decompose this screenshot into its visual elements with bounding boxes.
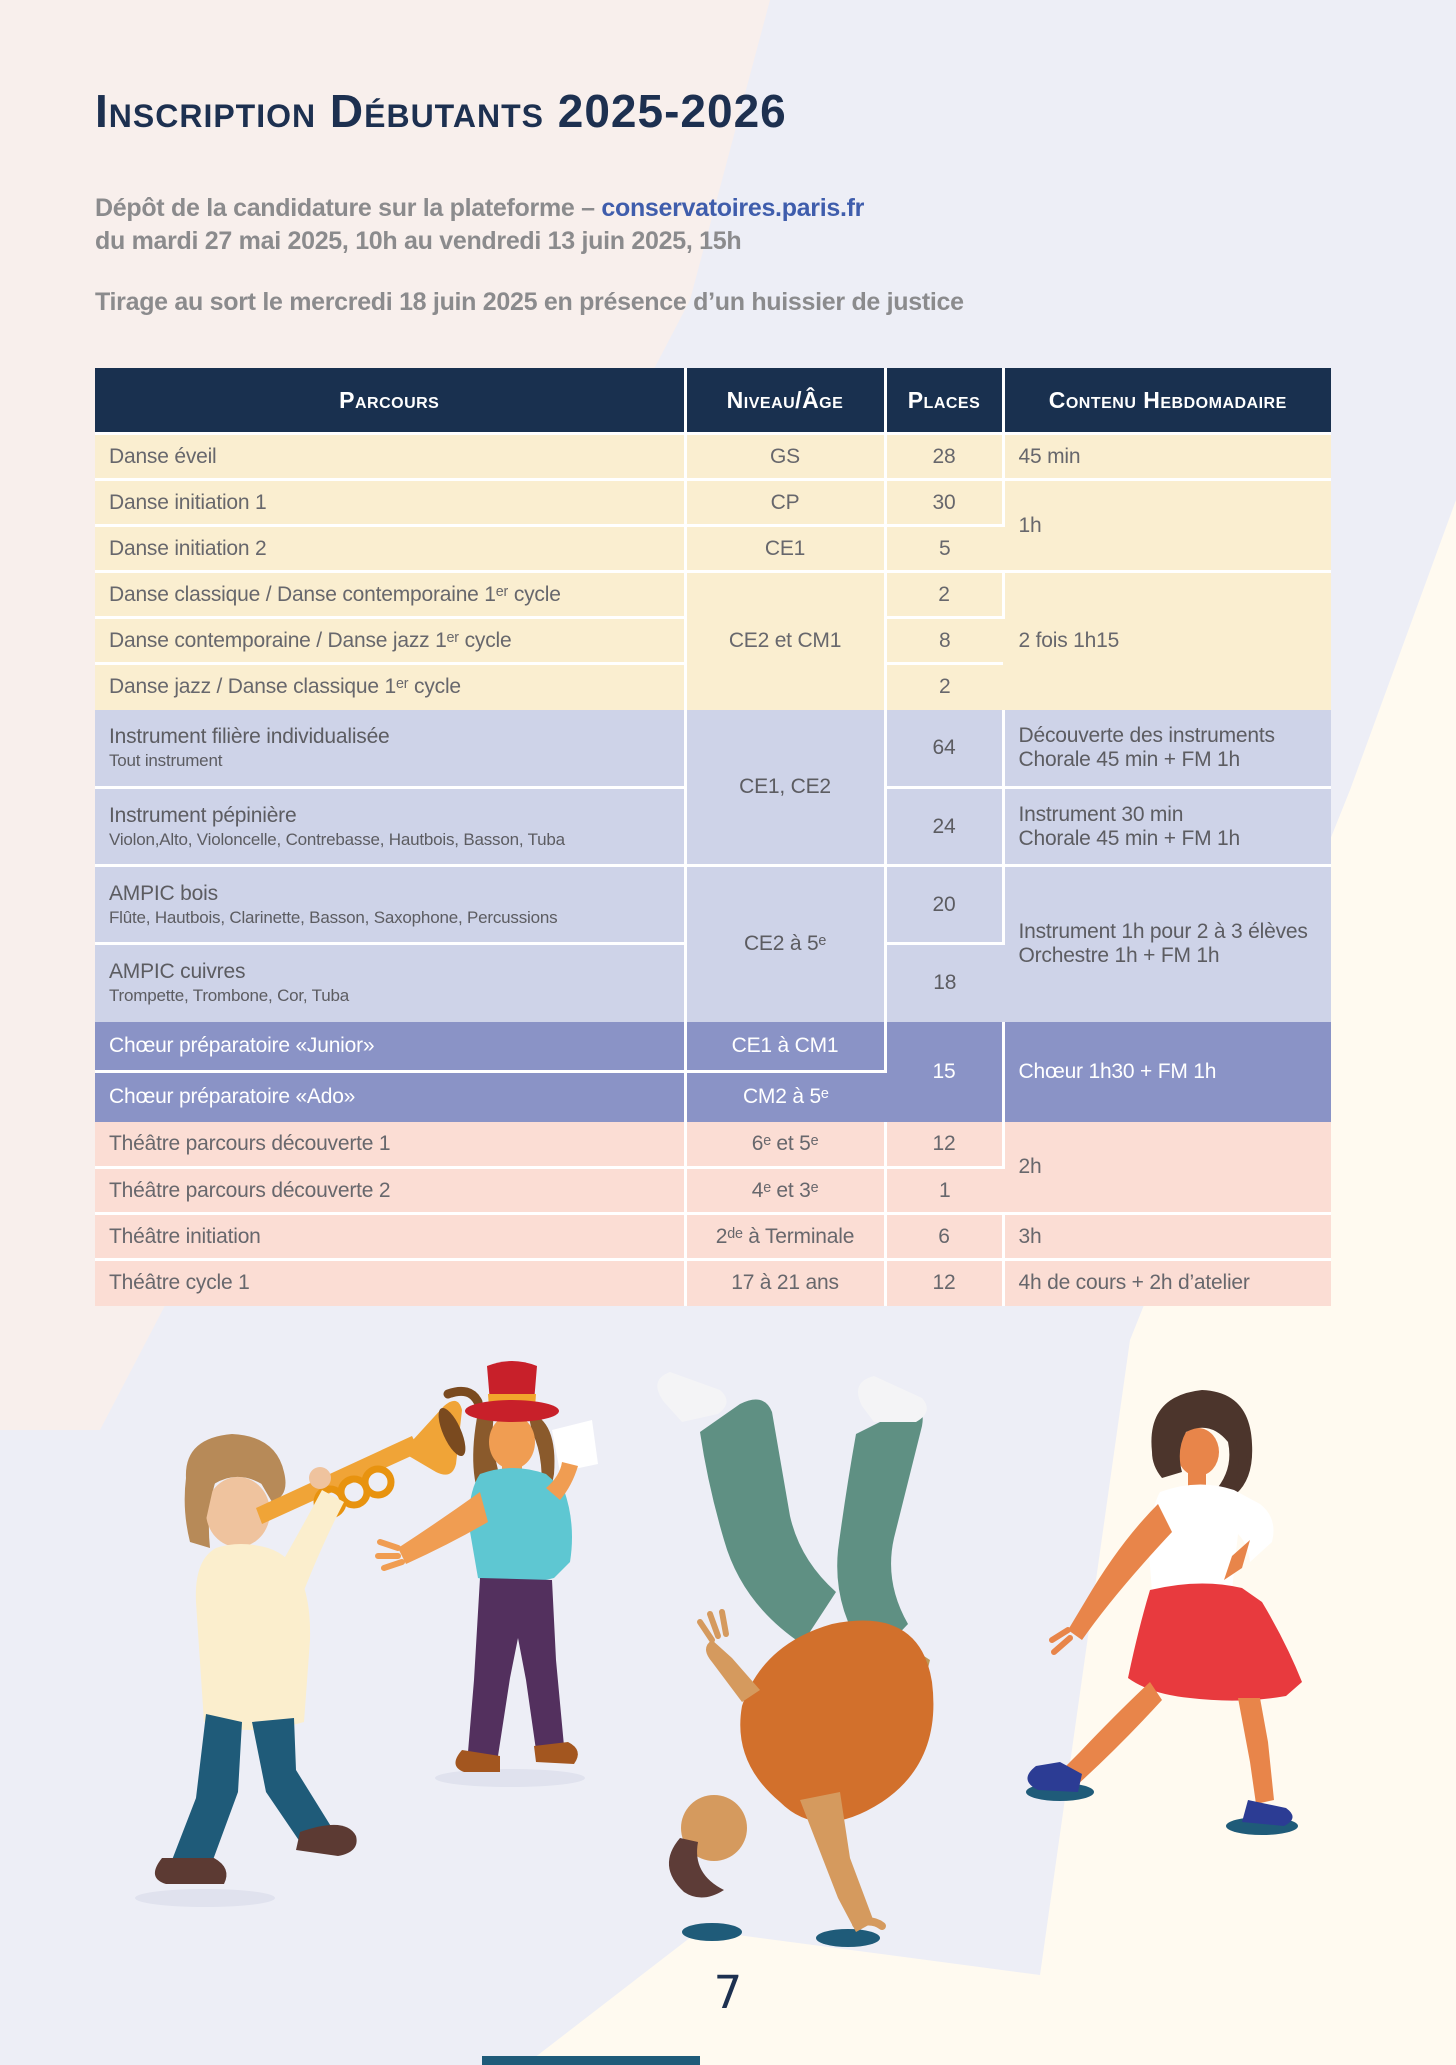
platform-link[interactable]: conservatoires.paris.fr — [601, 194, 865, 222]
table-cell: Instrument filière individualisée Tout instrument — [95, 710, 685, 788]
table-cell: 2h — [1003, 1122, 1331, 1214]
table-cell: 1 — [885, 1168, 1003, 1214]
column-header-places: Places — [885, 368, 1003, 434]
trumpet-player-illustration — [135, 1391, 478, 1907]
table-cell: 3h — [1003, 1214, 1331, 1260]
table-cell: 12 — [885, 1122, 1003, 1168]
table-cell: CP — [685, 480, 885, 526]
table-row — [95, 1022, 1331, 1072]
table-row — [95, 1214, 1331, 1260]
table-cell: Danse classique / Danse contemporaine 1ᵉʳ cycle — [95, 572, 685, 618]
table-cell: 20 — [885, 866, 1003, 944]
table-cell: Danse initiation 2 — [95, 526, 685, 572]
table-cell: Théâtre initiation — [95, 1214, 685, 1260]
table-cell: 4h de cours + 2h d’atelier — [1003, 1260, 1331, 1306]
breakdancer-illustration — [657, 1372, 933, 1947]
table-cell: 24 — [885, 788, 1003, 866]
table-cell: GS — [685, 434, 885, 480]
page-title: Inscription Débutants 2025-2026 — [95, 85, 787, 137]
table-cell: Théâtre cycle 1 — [95, 1260, 685, 1306]
table-cell: 2 — [885, 664, 1003, 710]
table-cell: Chœur 1h30 + FM 1h — [1003, 1022, 1331, 1122]
children-arts-illustration — [0, 1340, 1456, 2065]
table-cell: Danse contemporaine / Danse jazz 1ᵉʳ cycle — [95, 618, 685, 664]
table-cell: CE2 à 5ᵉ — [685, 866, 885, 1022]
top-hat-icon — [465, 1361, 559, 1422]
table-cell: 18 — [885, 944, 1003, 1022]
table-cell: Chœur préparatoire «Ado» — [95, 1072, 685, 1122]
table-row — [95, 1122, 1331, 1168]
table-cell: AMPIC cuivres Trompette, Trombone, Cor, Tuba — [95, 944, 685, 1022]
table-cell: CM2 à 5ᵉ — [685, 1072, 885, 1122]
table-cell: 64 — [885, 710, 1003, 788]
table-header-row — [95, 368, 1331, 434]
table-row — [95, 710, 1331, 788]
table-cell: Théâtre parcours découverte 1 — [95, 1122, 685, 1168]
table-cell: Instrument 1h pour 2 à 3 élèves Orchestre 1h + FM 1h — [1003, 866, 1331, 1022]
table-cell: 15 — [885, 1022, 1003, 1122]
table-cell: CE1, CE2 — [685, 710, 885, 866]
table-cell: 2 fois 1h15 — [1003, 572, 1331, 710]
programs-table — [95, 368, 1331, 1306]
intro-prefix: Dépôt de la candidature sur la plateforme – — [95, 194, 602, 222]
table-cell: 45 min — [1003, 434, 1331, 480]
draw-notice: Tirage au sort le mercredi 18 juin 2025 en présence d’un huissier de justice — [95, 288, 964, 316]
table-cell: 2 — [885, 572, 1003, 618]
table-cell: Instrument pépinière Violon,Alto, Violoncelle, Contrebasse, Hautbois, Basson, Tuba — [95, 788, 685, 866]
table-cell: 6ᵉ et 5ᵉ — [685, 1122, 885, 1168]
table-cell: 8 — [885, 618, 1003, 664]
dancer-illustration — [1026, 1390, 1302, 1835]
table-cell: Découverte des instruments Chorale 45 min + FM 1h — [1003, 710, 1331, 788]
table-cell: 4ᵉ et 3ᵉ — [685, 1168, 885, 1214]
table-cell: 6 — [885, 1214, 1003, 1260]
column-header-niveau-age: Niveau/Âge — [685, 368, 885, 434]
column-header-contenu: Contenu Hebdomadaire — [1003, 368, 1331, 434]
table-cell: AMPIC bois Flûte, Hautbois, Clarinette, Basson, Saxophone, Percussions — [95, 866, 685, 944]
table-cell: Danse initiation 1 — [95, 480, 685, 526]
table-row — [95, 572, 1331, 618]
table-cell: 28 — [885, 434, 1003, 480]
trumpet-icon — [256, 1391, 478, 1524]
table-cell: Danse jazz / Danse classique 1ᵉʳ cycle — [95, 664, 685, 710]
table-row — [95, 866, 1331, 944]
table-row — [95, 1260, 1331, 1306]
table-row — [95, 434, 1331, 480]
page-number: 7 — [713, 1966, 743, 2019]
table-cell: 17 à 21 ans — [685, 1260, 885, 1306]
intro-dates: du mardi 27 mai 2025, 10h au vendredi 13 juin 2025, 15h — [95, 227, 742, 255]
table-cell: 30 — [885, 480, 1003, 526]
table-cell: 1h — [1003, 480, 1331, 572]
table-cell: Théâtre parcours découverte 2 — [95, 1168, 685, 1214]
table-row — [95, 480, 1331, 526]
table-cell: 2ᵈᵉ à Terminale — [685, 1214, 885, 1260]
table-cell: Instrument 30 min Chorale 45 min + FM 1h — [1003, 788, 1331, 866]
column-header-parcours: Parcours — [95, 368, 685, 434]
intro-text — [95, 192, 864, 258]
table-cell: Chœur préparatoire «Junior» — [95, 1022, 685, 1072]
table-cell: Danse éveil — [95, 434, 685, 480]
table-cell: CE2 et CM1 — [685, 572, 885, 710]
table-cell: 12 — [885, 1260, 1003, 1306]
singer-with-top-hat-illustration — [378, 1361, 598, 1787]
table-cell: CE1 — [685, 526, 885, 572]
table-cell: 5 — [885, 526, 1003, 572]
table-cell: CE1 à CM1 — [685, 1022, 885, 1072]
